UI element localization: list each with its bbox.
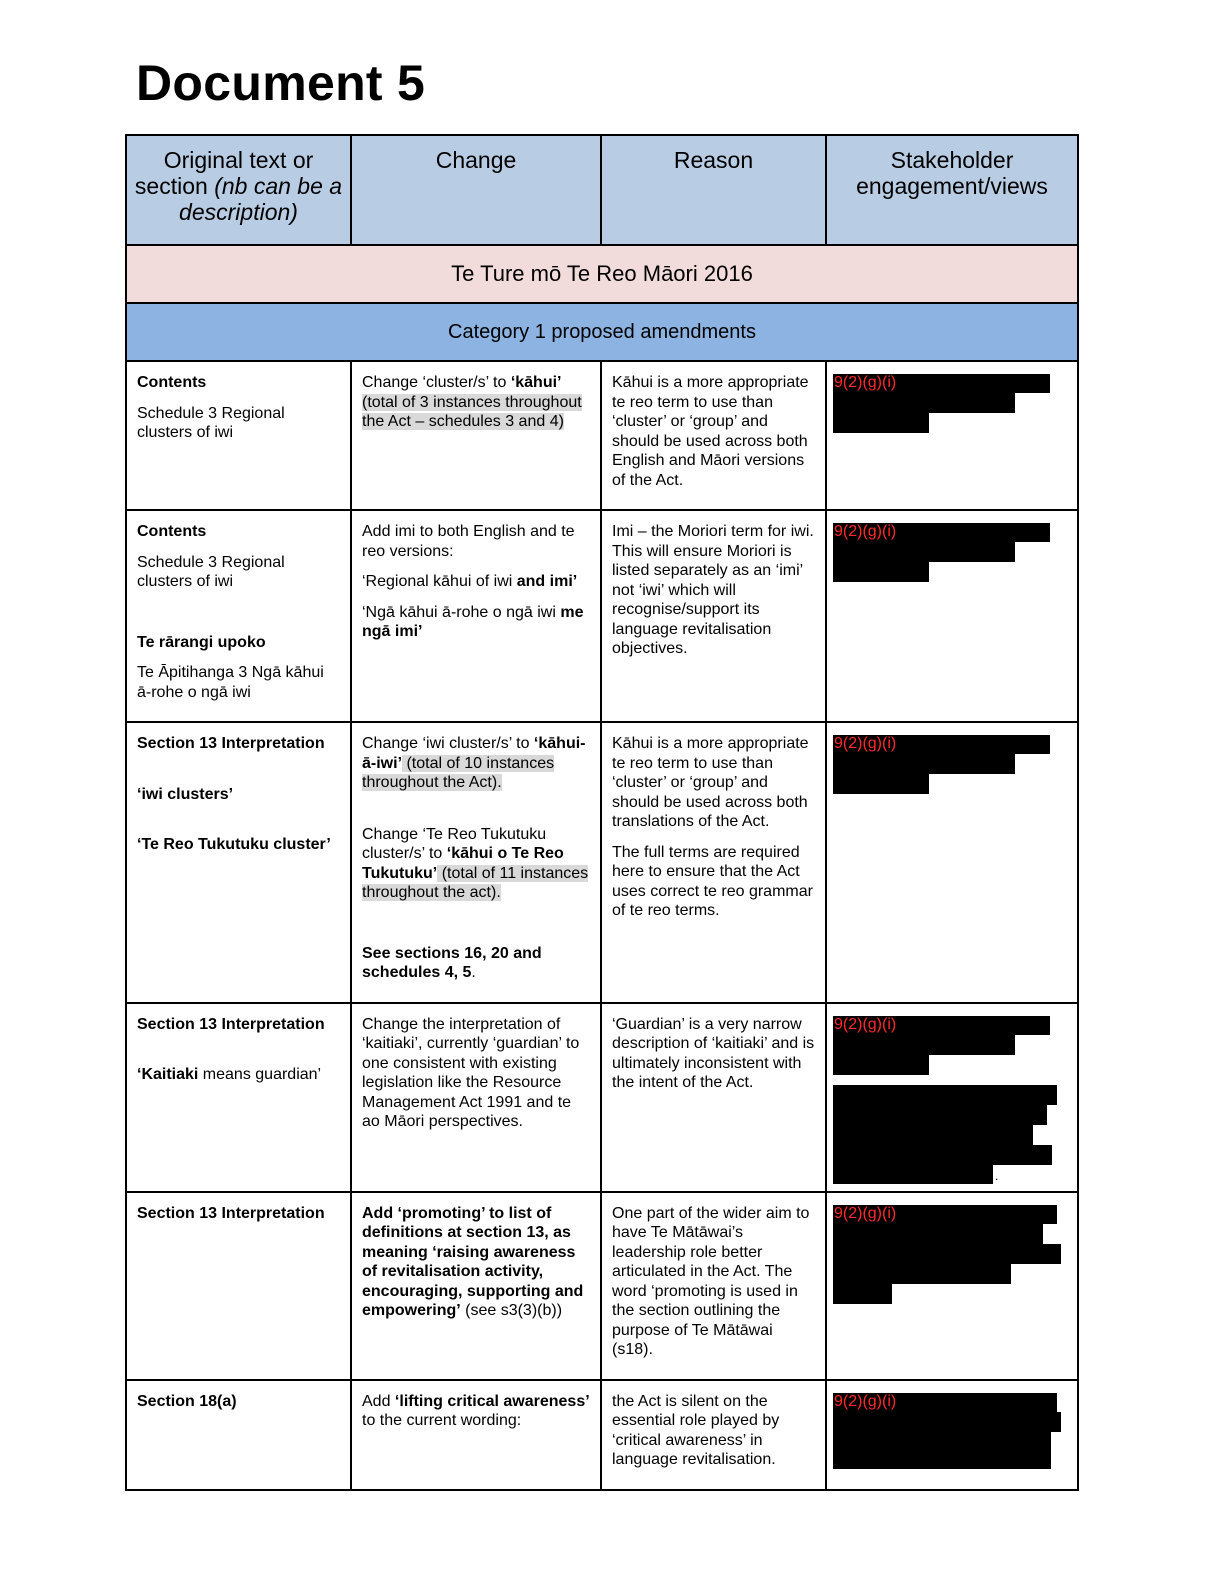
reason-text-2: The full terms are required here to ensure that the Act uses correct te reo grammar of te reo terms. xyxy=(612,843,813,919)
category-row xyxy=(126,303,1078,361)
original-heading: Contents xyxy=(137,523,207,540)
change-highlight: (total of 10 instances throughout the Act). xyxy=(362,754,555,791)
change-cell xyxy=(351,510,601,722)
original-text: Schedule 3 Regional clusters of iwi xyxy=(137,404,285,441)
redaction-bar xyxy=(833,1284,892,1304)
act-title-row xyxy=(126,245,1078,303)
change-highlight: (total of 3 instances throughout the Act – schedules 3 and 4) xyxy=(362,393,582,430)
change-text: Change ‘cluster/s’ to xyxy=(362,374,511,391)
reason-text: Kāhui is a more appropriate te reo term to use than ‘cluster’ or ‘group’ and should be used across both English and Māori versions of the Act. xyxy=(612,374,809,489)
redaction-bar xyxy=(833,1035,1015,1055)
act-title: Te Ture mō Te Reo Māori 2016 xyxy=(126,245,1078,303)
change-quote-mi: ‘Ngā kāhui ā-rohe o ngā iwi xyxy=(362,603,561,621)
trailing-period: . xyxy=(995,1168,999,1183)
original-heading: Section 13 Interpretation xyxy=(137,735,325,752)
redaction-bar xyxy=(833,774,929,794)
original-term: ‘Te Reo Tukutuku cluster’ xyxy=(137,836,331,853)
stakeholder-cell xyxy=(826,722,1078,1003)
redaction-bar xyxy=(833,1224,1043,1244)
redaction-bar xyxy=(833,1244,1061,1264)
change-quote-en-bold: and imi’ xyxy=(516,573,578,590)
stakeholder-cell xyxy=(826,510,1078,722)
table-row xyxy=(126,510,1078,722)
redaction-code: 9(2)(g)(i) xyxy=(834,1392,897,1410)
stakeholder-cell xyxy=(826,361,1078,510)
change-cell xyxy=(351,1003,601,1192)
redaction-bar xyxy=(833,1085,1057,1105)
change-see-sections-end: . xyxy=(471,964,476,981)
change-term: ‘kāhui-ā-iwi’ xyxy=(362,735,586,772)
redaction-code: 9(2)(g)(i) xyxy=(834,1204,897,1222)
change-quote-mi-bold: me ngā imi’ xyxy=(362,603,584,640)
redaction-code: 9(2)(g)(i) xyxy=(834,1015,897,1033)
header-reason: Reason xyxy=(601,135,826,245)
original-term-rest: means guardian’ xyxy=(198,1066,322,1083)
original-cell xyxy=(126,361,351,510)
reason-text: the Act is silent on the essential role played by ‘critical awareness’ in language revitalisation. xyxy=(612,1392,780,1468)
change-text: Add xyxy=(362,1392,395,1410)
reason-cell xyxy=(601,1003,826,1192)
change-text: Change ‘iwi cluster/s’ to xyxy=(362,735,534,752)
reason-text: Kāhui is a more appropriate te reo term to use than ‘cluster’ or ‘group’ and should be used across both translations of the Act. xyxy=(612,735,809,830)
table-row xyxy=(126,1003,1078,1192)
change-text: Change ‘Te Reo Tukutuku cluster/s’ to xyxy=(362,825,547,862)
original-term: ‘iwi clusters’ xyxy=(137,785,234,803)
reason-text: Imi – the Moriori term for iwi. This will ensure Moriori is listed separately as an ‘imi’ not ‘iwi’ which will recognise/support its language revitalisation objectives. xyxy=(612,523,814,657)
original-cell xyxy=(126,1192,351,1380)
change-cell xyxy=(351,1192,601,1380)
header-stakeholder: Stakeholder engagement/views xyxy=(826,135,1078,245)
original-cell xyxy=(126,1380,351,1490)
original-term: ‘Kaitiaki xyxy=(137,1066,199,1083)
change-term: ‘kāhui o Te Reo Tukutuku’ xyxy=(362,845,564,882)
table-row xyxy=(126,722,1078,1003)
redaction-bar xyxy=(833,1055,929,1075)
original-text-te-reo: Te Āpitihanga 3 Ngā kāhui ā-rohe o ngā iwi xyxy=(137,664,324,701)
header-change: Change xyxy=(351,135,601,245)
reason-cell xyxy=(601,1192,826,1380)
category-title: Category 1 proposed amendments xyxy=(126,303,1078,361)
redaction-bar xyxy=(833,1432,1051,1469)
original-text: Schedule 3 Regional clusters of iwi xyxy=(137,553,285,590)
header-original-main: Original text or section xyxy=(134,147,314,199)
reason-cell xyxy=(601,510,826,722)
stakeholder-cell xyxy=(826,1003,1078,1192)
original-cell xyxy=(126,722,351,1003)
redaction-bar xyxy=(833,1105,1047,1125)
original-heading: Section 13 Interpretation xyxy=(137,1015,325,1033)
original-heading: Contents xyxy=(137,374,207,391)
change-term: ‘lifting critical awareness’ xyxy=(394,1392,590,1410)
header-original-text xyxy=(126,135,351,245)
redaction-code: 9(2)(g)(i) xyxy=(834,523,897,540)
redaction-bar xyxy=(833,542,1015,562)
redaction-code: 9(2)(g)(i) xyxy=(834,735,897,752)
redaction-bar xyxy=(833,1165,993,1184)
table-row xyxy=(126,1380,1078,1490)
stakeholder-cell xyxy=(826,1380,1078,1490)
redaction-bar xyxy=(833,393,1015,413)
change-cell xyxy=(351,1380,601,1490)
redaction-bar xyxy=(833,1264,1011,1284)
change-text-rest: to the current wording: xyxy=(362,1412,522,1429)
original-heading: Section 18(a) xyxy=(137,1392,237,1410)
original-cell xyxy=(126,510,351,722)
redaction-code: 9(2)(g)(i) xyxy=(834,374,897,391)
table-row xyxy=(126,1192,1078,1380)
redaction-bar xyxy=(833,754,1015,774)
header-row xyxy=(126,135,1078,245)
change-text: (see s3(3)(b)) xyxy=(460,1302,563,1319)
change-bold-text: Add ‘promoting’ to list of definitions at section 13, as meaning ‘raising awareness of revitalisation activity, encouraging, supporting and empowering’ xyxy=(362,1204,584,1319)
reason-cell xyxy=(601,722,826,1003)
reason-cell xyxy=(601,1380,826,1490)
change-see-sections: See sections 16, 20 and schedules 4, 5 xyxy=(362,944,542,981)
redaction-bar xyxy=(833,562,929,582)
redaction-bar xyxy=(833,1145,1052,1165)
original-heading: Section 13 Interpretation xyxy=(137,1204,325,1222)
change-text: Add imi to both English and te reo versions: xyxy=(362,523,575,560)
document-title: Document 5 xyxy=(136,55,426,111)
amendments-table xyxy=(125,134,1079,1491)
header-original-italic: (nb can be a description) xyxy=(179,173,343,225)
change-term: ‘kāhui’ xyxy=(510,374,562,391)
table-row xyxy=(126,361,1078,510)
redaction-bar xyxy=(833,1125,1033,1145)
original-heading-te-reo: Te rārangi upoko xyxy=(137,633,266,651)
change-text: Change the interpretation of ‘kaitiaki’, currently ‘guardian’ to one consistent with existing legislation like the Resource Management Act 1991 and te ao Māori perspectives. xyxy=(362,1015,580,1130)
stakeholder-cell xyxy=(826,1192,1078,1380)
change-highlight: (total of 11 instances throughout the act). xyxy=(362,864,589,901)
change-cell xyxy=(351,722,601,1003)
reason-text: One part of the wider aim to have Te Mātāwai’s leadership role better articulated in the Act. The word ‘promoting is used in the section outlining the purpose of Te Mātāwai (s18). xyxy=(612,1204,810,1358)
original-cell xyxy=(126,1003,351,1192)
change-quote-en: ‘Regional kāhui of iwi xyxy=(362,573,517,590)
reason-cell xyxy=(601,361,826,510)
reason-text: ‘Guardian’ is a very narrow description of ‘kaitiaki’ and is ultimately inconsistent with the intent of the Act. xyxy=(612,1015,815,1091)
redaction-bar xyxy=(833,1412,1061,1432)
redaction-bar xyxy=(833,413,929,433)
change-cell xyxy=(351,361,601,510)
